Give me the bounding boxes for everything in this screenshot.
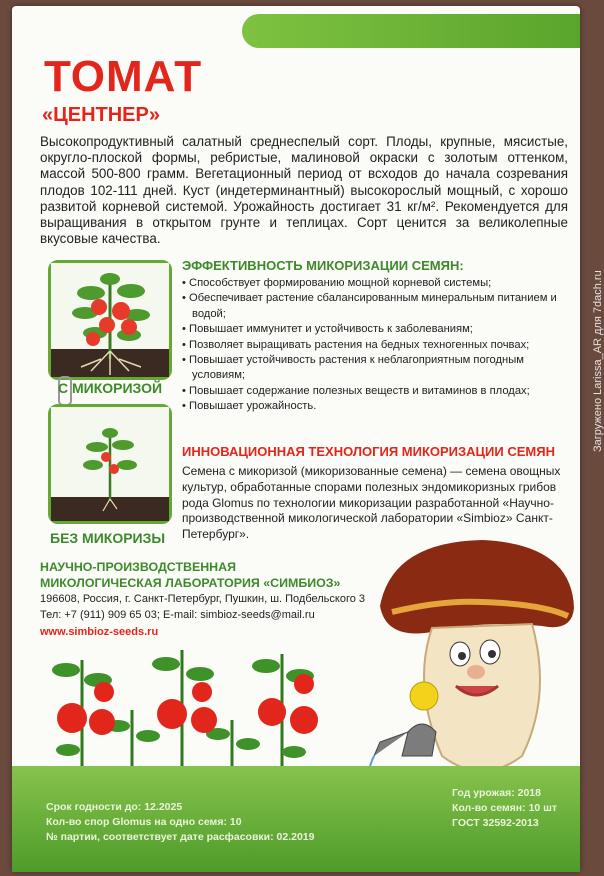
gost-standard: ГОСТ 32592-2013 — [452, 817, 539, 829]
footer-left-info — [46, 800, 314, 845]
product-title: ТОМАТ — [44, 52, 203, 101]
list-item: • Повышает устойчивость растения к неблагоприятным погодным условиям; — [182, 353, 572, 384]
lab-phone-email: Тел: +7 (911) 909 65 03; E-mail: simbioz-seeds@mail.ru — [40, 608, 315, 621]
list-item: • Способствует формированию мощной корневой системы; — [182, 276, 572, 291]
list-item: • Повышает урожайность. — [182, 399, 572, 414]
seed-packet-back — [12, 6, 580, 872]
lab-name-line2: МИКОЛОГИЧЕСКАЯ ЛАБОРАТОРИЯ «СИМБИОЗ» — [40, 575, 341, 590]
plant-with-mycorrhiza-image — [48, 260, 172, 380]
mushroom-mascot-illustration — [372, 536, 580, 796]
harvest-year: Год урожая: 2018 — [452, 787, 541, 799]
innovation-text: Семена с микоризой (микоризованные семена) — семена овощных культур, обработанные спорами полезных эндомикоризных грибов рода Glomus по технологии микоризации разработанной «Научно-производственной микологической лаборатории «Simbioz» Санкт-Петербург». — [182, 464, 561, 542]
list-item: • Повышает содержание полезных веществ и витаминов в плодах; — [182, 384, 572, 399]
lab-website-link[interactable]: www.simbioz-seeds.ru — [40, 626, 159, 638]
list-item: • Позволяет выращивать растения на бедных техногенных почвах; — [182, 338, 572, 353]
without-mycorrhiza-label: БЕЗ МИКОРИЗЫ — [50, 530, 166, 546]
batch-number: № партии, соответствует дате расфасовки: 02.2019 — [46, 831, 315, 843]
spores-count: Кол-во спор Glomus на одно семя: 10 — [46, 816, 242, 828]
product-variety: «ЦЕНТНЕР» — [42, 104, 160, 126]
expiry-date: Срок годности до: 12.2025 — [46, 801, 183, 813]
efficiency-heading: ЭФФЕКТИВНОСТЬ МИКОРИЗАЦИИ СЕМЯН: — [182, 258, 464, 273]
list-item: • Обеспечивает растение сбалансированным минеральным питанием и водой; — [182, 291, 572, 322]
lab-name-line1: НАУЧНО-ПРОИЗВОДСТВЕННАЯ — [40, 560, 236, 574]
lab-contacts — [40, 592, 365, 623]
seed-count: Кол-во семян: 10 шт — [452, 802, 558, 814]
lab-name — [40, 560, 340, 591]
efficiency-list — [182, 276, 572, 415]
with-mycorrhiza-label: С МИКОРИЗОЙ — [58, 380, 163, 396]
plant-without-mycorrhiza-image — [48, 404, 172, 524]
list-item: • Повышает иммунитет и устойчивость к заболеваниям; — [182, 322, 572, 337]
product-description: Высокопродуктивный салатный среднеспелый сорт. Плоды, крупные, мясистые, округло-плоской формы, ребристые, малиновой окраски с золотым оттенком, массой 500-800 грамм. Вегетационный период от всходов до начала созревания плодов 102-111 дней. Куст (индетерминантный) высокорослый мощный, с хорошо развитой корневой системой. Урожайность достигает 31 кг/м². Рекомендуется для выращивания в открытом грунте и теплицах. Сорт ценится за великолепные вкусовые качества. — [40, 134, 568, 247]
innovation-heading: ИННОВАЦИОННАЯ ТЕХНОЛОГИЯ МИКОРИЗАЦИИ СЕМЯН — [182, 444, 555, 459]
top-green-band — [242, 14, 580, 48]
footer-right-info — [452, 786, 557, 831]
lab-address: 196608, Россия, г. Санкт-Петербург, Пушкин, ш. Подбельского 3 — [40, 593, 366, 605]
